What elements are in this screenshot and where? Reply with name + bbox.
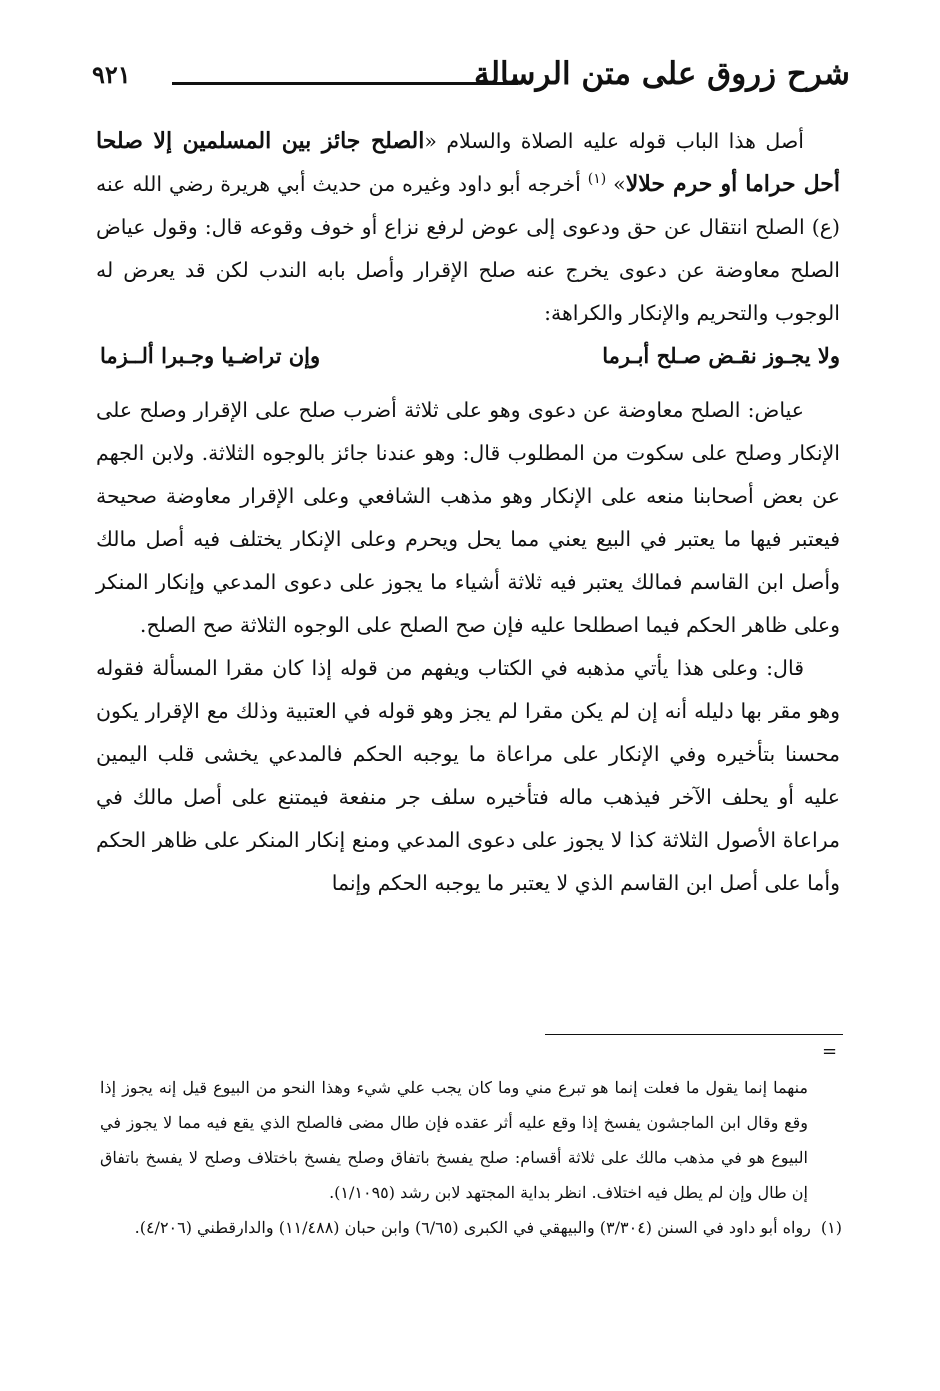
paragraph-3: قال: وعلى هذا يأتي مذهبه في الكتاب ويفهم من قوله إذا كان مقرا المسألة فقوله وهو مقر بها دليله أنه إن لم يكن مقرا لم يجز وهو قوله في العتبية وذلك مع الإقرار يكون محسنا بتأخيره وفي الإنكار على مراعاة ما يوجبه الحكم فالمدعي يخشى قلب اليمين عليه أو يحلف الآخر فيذهب ماله فتأخيره سلف جر منفعة فيمتنع على أصل مالك في مراعاة الأصول الثلاثة كذا لا يجوز على دعوى المدعي ومنع إنكار المنكر على ظاهر الحكم وأما على أصل ابن القاسم الذي لا يعتبر ما يوجبه الحكم وإنما (96, 656, 840, 895)
footnote-1-number: (١) (820, 1218, 842, 1237)
footnotes (100, 1070, 842, 1245)
running-title: شرح زروق على متن الرسالة (473, 56, 850, 92)
footnote-1-text: رواه أبو داود في السنن (٣/٣٠٤) والبيهقي في الكبرى (٦/٦٥) وابن حبان (١١/٤٨٨) والدارقطني (٤/٢٠٦). (134, 1218, 811, 1237)
page-number: ٩٢١ (92, 60, 131, 89)
footnote-continuation-mark: = (822, 1041, 838, 1062)
poetry-verse (96, 337, 840, 375)
footnote-reference: (١) (587, 171, 607, 188)
paragraph-2: عياض: الصلح معاوضة عن دعوى وهو على ثلاثة أضرب صلح على الإقرار وصلح على الإنكار وصلح على سكوت من المطلوب قال: وهو عندنا جائز بالوجوه الثلاثة. ولابن الجهم عن بعض أصحابنا منعه على الإنكار وهو مذهب الشافعي وعلى الإقرار معاوضة صحيحة فيعتبر فيها ما يعتبر في البيع يعني مما يحل ويحرم وعلى الإنكار يختلف فيه أصل مالك وأصل ابن القاسم فمالك يعتبر فيه ثلاثة أشياء ما يجوز على دعوى المدعي وإنكار المنكر وعلى ظاهر الحكم فيما اصطلحا عليه فإن صح الصلح على الوجوه الثلاثة صح الصلح. (96, 398, 840, 637)
paragraph-1-rest: أخرجه أبو داود وغيره من حديث أبي هريرة رضي الله عنه (ع) الصلح انتقال عن حق ودعوى إلى عوض لرفع نزاع أو خوف وقوعه قال: وقول عياض الصلح معاوضة عن دعوى يخرج عنه صلح الإقرار وأصل بابه الندب لكن قد يعرض له الوجوب والتحريم والإنكار والكراهة: (96, 172, 840, 325)
footnote-separator (545, 1034, 843, 1035)
paragraph-1-lead: أصل هذا الباب قوله عليه الصلاة والسلام « (424, 129, 804, 153)
page-header (90, 52, 850, 102)
verse-first-hemistich: ولا يجـوز نقـض صـلح أبـرما (602, 343, 840, 368)
main-text (96, 120, 840, 905)
header-rule (172, 82, 518, 85)
paragraph-1 (96, 120, 840, 335)
hadith-quote: الصلح جائز بين المسلمين إلا صلحا أحل حراما أو حرم حلالا (96, 128, 840, 197)
verse-second-hemistich: وإن تراضـيا وجـبرا ألــزما (100, 343, 321, 368)
footnote-continuation: منهما إنما يقول ما فعلت إنما هو تبرع مني وما كان يجب علي شيء وهذا النحو من البيوع قيل إنه يجوز إذا وقع وقال ابن الماجشون يفسخ إذا وقع عليه أثر عقده فإن طال مضى فالصلح الذي يقع فيه مما لا يجوز في البيوع هو في مذهب مالك على ثلاثة أقسام: صلح يفسخ باتفاق وصلح يفسخ باختلاف وصلح لا يفسخ باتفاق إن طال وإن لم يطل فيه اختلاف. انظر بداية المجتهد لابن رشد (١/١٠٩٥). (100, 1078, 808, 1202)
quote-close: » (613, 172, 626, 196)
footnote-1 (100, 1210, 842, 1245)
